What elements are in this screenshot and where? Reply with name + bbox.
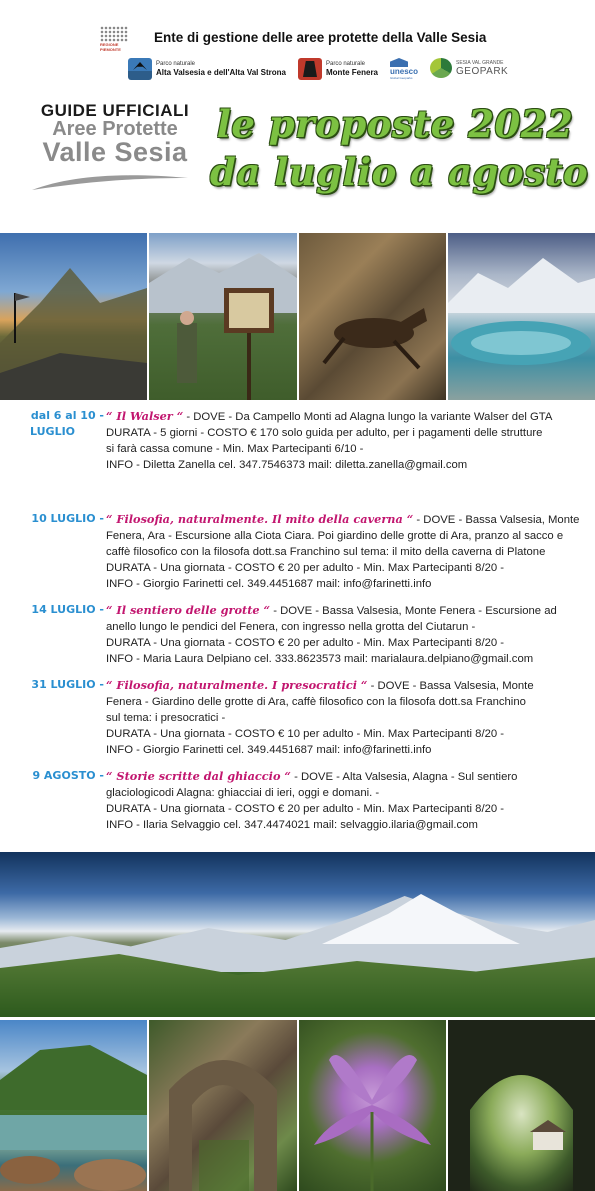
event-date: 9 AGOSTO - bbox=[32, 769, 104, 782]
photo-monte-rosa-panorama bbox=[0, 852, 595, 1017]
park2-small-label: Parco naturale bbox=[326, 61, 366, 67]
photo-hiker-with-sign bbox=[149, 233, 297, 400]
regione-piemonte-logo bbox=[100, 26, 128, 54]
unesco-sub-label: Global Geoparks bbox=[390, 76, 413, 80]
photo-dog-tooth-violet bbox=[299, 1020, 446, 1191]
event-description: Fenera, Ara - Escursione alla Ciota Ciara. Poi giardino delle grotte di Ara, pranzo al sacco e bbox=[106, 530, 564, 542]
event-duration: DURATA - Una giornata - COSTO € 20 per adulto - Min. Max Partecipanti 8/20 - bbox=[106, 637, 505, 649]
event-info: INFO - Giorgio Farinetti cel. 349.4451687 mail: info@farinetti.info bbox=[106, 578, 432, 590]
ente-title: Ente di gestione delle aree protette della Valle Sesia bbox=[154, 30, 487, 45]
event-date: dal 6 al 10 - bbox=[30, 409, 104, 422]
geopark-logo bbox=[430, 58, 508, 78]
event-description: caffè filosofico con la filosofa dott.sa Franchino sul tema: il mito della caverna di Platone bbox=[106, 546, 546, 558]
event-body bbox=[106, 677, 576, 758]
event-description: sul tema: i presocratici - bbox=[106, 712, 226, 724]
photo-chamois bbox=[299, 233, 446, 400]
event-line bbox=[106, 602, 576, 619]
park2-name: Monte Fenera bbox=[326, 68, 379, 77]
unesco-label: unesco bbox=[390, 67, 419, 76]
event-body bbox=[106, 602, 576, 667]
guide-subtitle-1: Aree Protette bbox=[52, 118, 178, 140]
piemonte-grid-icon bbox=[100, 26, 128, 42]
event-body bbox=[106, 768, 576, 833]
geopark-small-label: SESIA VAL GRANDE bbox=[456, 59, 504, 66]
event-participants: si farà cassa comune - Min. Max Partecipanti 6/10 - bbox=[106, 443, 364, 455]
event-where: - DOVE - Bassa Valsesia, Monte Fenera - Escursione ad bbox=[270, 605, 557, 617]
unesco-logo bbox=[390, 58, 426, 82]
parco-monte-fenera-logo bbox=[298, 58, 378, 80]
script-title-line1: le proposte 2022 bbox=[216, 102, 574, 146]
swoosh-decoration bbox=[30, 170, 190, 192]
event-line bbox=[106, 511, 580, 528]
photo-cave-entrance bbox=[448, 1020, 595, 1191]
event-body bbox=[106, 511, 580, 592]
event-info: INFO - Maria Laura Delpiano cel. 333.8623573 mail: marialaura.delpiano@gmail.com bbox=[106, 653, 534, 665]
park1-name: Alta Valsesia e dell'Alta Val Strona bbox=[156, 68, 286, 77]
event-info: INFO - Ilaria Selvaggio cel. 347.4474021 mail: selvaggio.ilaria@gmail.com bbox=[106, 819, 478, 831]
event-date: 31 LUGLIO - bbox=[31, 678, 104, 691]
temple-icon bbox=[390, 58, 408, 67]
event-line bbox=[106, 408, 576, 425]
guide-ufficiali-block bbox=[30, 102, 200, 165]
event-date: 10 LUGLIO - bbox=[31, 512, 104, 525]
event-title: “ Filosofia, naturalmente. I presocratici “ bbox=[106, 678, 368, 692]
event-description: glaciologicodi Alagna: ghiacciai di ieri, oggi e domani. - bbox=[106, 787, 380, 799]
events-list bbox=[0, 404, 595, 844]
event-description: Fenera - Giardino delle grotte di Ara, caffè filosofico con la filosofa dott.sa Franchino bbox=[106, 696, 526, 708]
event-date: 14 LUGLIO - bbox=[31, 603, 104, 616]
piemonte-logo-text: REGIONE PIEMONTE bbox=[100, 42, 121, 52]
photo-river bbox=[0, 1020, 147, 1191]
bear-icon bbox=[298, 58, 322, 80]
photo-mountain-ridge bbox=[0, 233, 147, 400]
guide-subtitle-2: Valle Sesia bbox=[42, 137, 188, 167]
event-where: - DOVE - Alta Valsesia, Alagna - Sul sentiero bbox=[290, 771, 518, 783]
guide-title: GUIDE UFFICIALI bbox=[40, 101, 190, 120]
event-body bbox=[106, 408, 576, 473]
event-title: “ Il sentiero delle grotte “ bbox=[106, 603, 271, 617]
event-description: anello lungo le pendici del Fenera, con ingresso nella grotta del Ciutarun - bbox=[106, 621, 476, 633]
geopark-label: GEOPARK bbox=[456, 65, 509, 77]
event-title: “ Il Walser “ bbox=[106, 409, 184, 423]
event-duration: DURATA - Una giornata - COSTO € 10 per adulto - Min. Max Partecipanti 8/20 - bbox=[106, 728, 505, 740]
park1-small-label: Parco naturale bbox=[156, 61, 196, 67]
header bbox=[0, 0, 595, 232]
event-duration: DURATA - 5 giorni - COSTO € 170 solo guida per adulto, per i pagamenti delle strutture bbox=[106, 427, 543, 439]
photo-rock-arch bbox=[149, 1020, 297, 1191]
event-where: - DOVE - Da Campello Monti ad Alagna lungo la variante Walser del GTA bbox=[183, 411, 553, 423]
event-duration: DURATA - Una giornata - COSTO € 20 per adulto - Min. Max Partecipanti 8/20 - bbox=[106, 803, 505, 815]
event-duration: DURATA - Una giornata - COSTO € 20 per adulto - Min. Max Partecipanti 8/20 - bbox=[106, 562, 505, 574]
event-line bbox=[106, 768, 576, 785]
event-month: LUGLIO bbox=[30, 425, 76, 438]
mountain-bird-icon bbox=[128, 58, 152, 80]
parco-alta-valsesia-logo bbox=[128, 58, 286, 80]
event-where: - DOVE - Bassa Valsesia, Monte bbox=[413, 514, 580, 526]
script-title-line2: da luglio a agosto bbox=[210, 150, 589, 194]
event-title: “ Storie scritte dal ghiaccio “ bbox=[106, 769, 291, 783]
photo-frozen-lake bbox=[448, 233, 595, 400]
event-info: INFO - Giorgio Farinetti cel. 349.4451687 mail: info@farinetti.info bbox=[106, 744, 432, 756]
event-title: “ Filosofia, naturalmente. Il mito della caverna “ bbox=[106, 512, 414, 526]
geopark-icon bbox=[430, 58, 452, 78]
event-info: INFO - Diletta Zanella cel. 347.7546373 mail: diletta.zanella@gmail.com bbox=[106, 459, 468, 471]
event-where: - DOVE - Bassa Valsesia, Monte bbox=[367, 680, 534, 692]
event-line bbox=[106, 677, 576, 694]
